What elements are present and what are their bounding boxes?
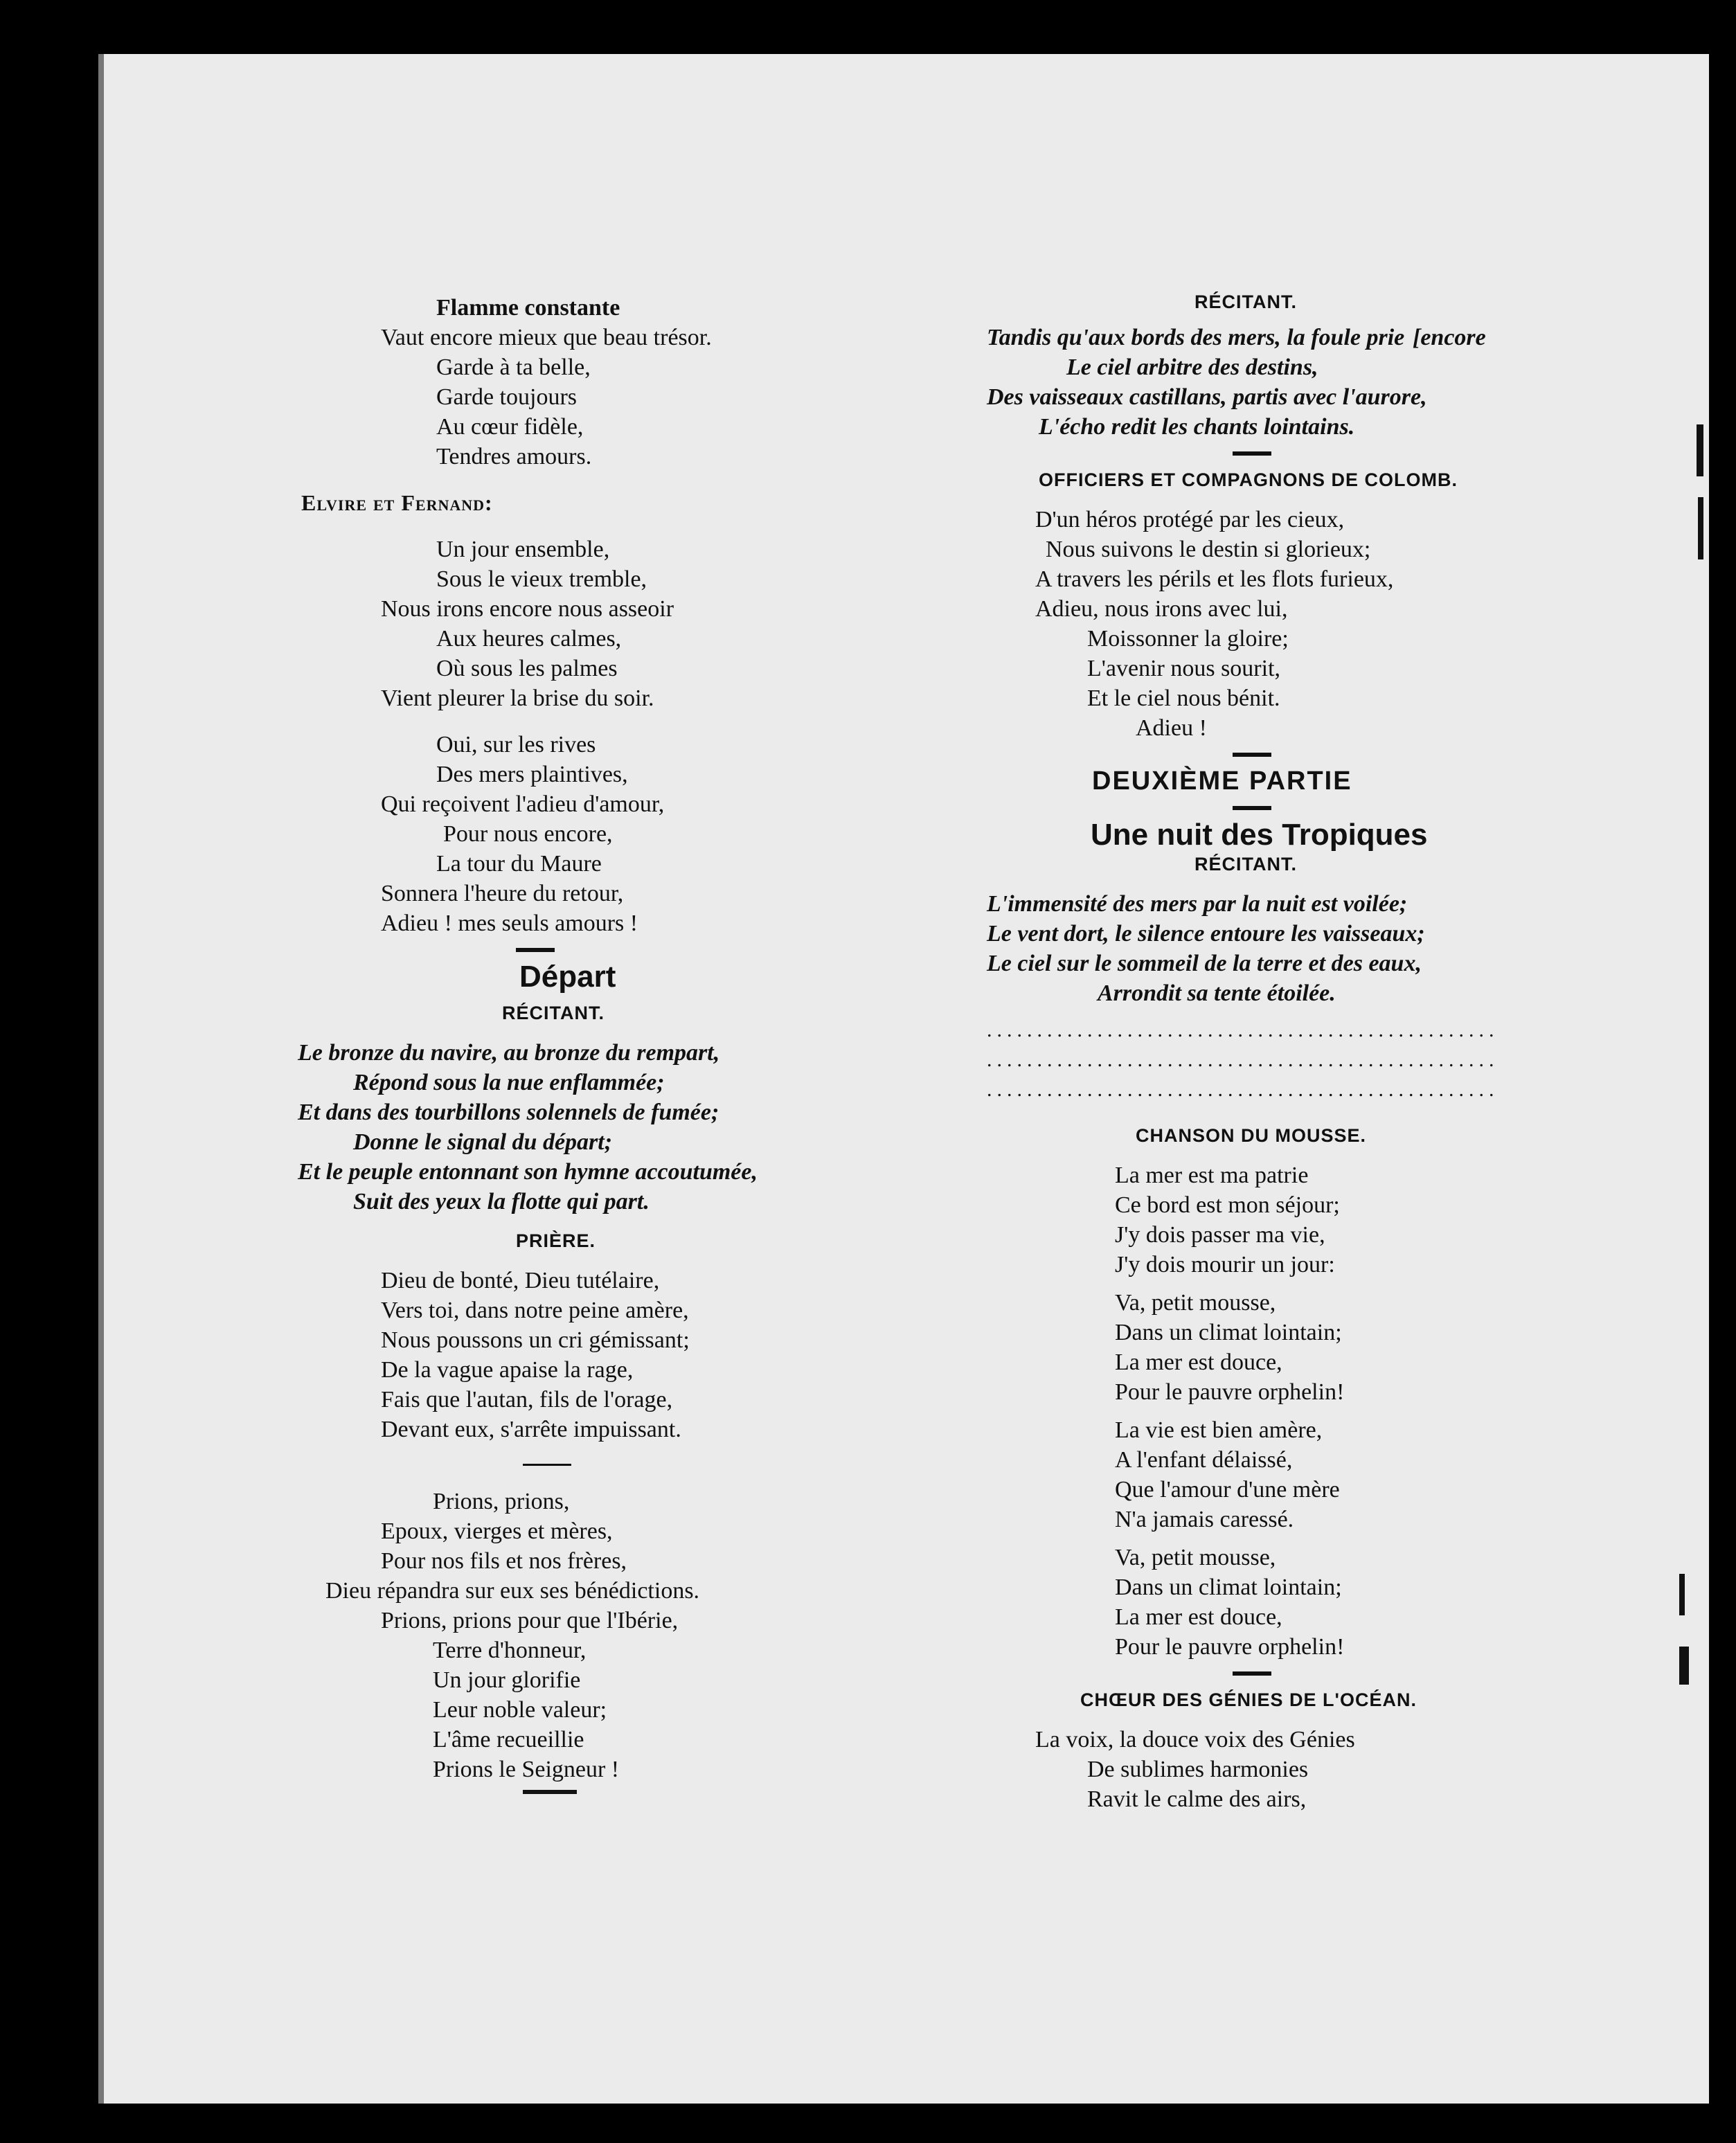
section-rule: [516, 948, 555, 952]
verse-line: Ce bord est mon séjour;: [1115, 1192, 1340, 1218]
verse-line: Sonnera l'heure du retour,: [381, 881, 624, 906]
recitant-heading: RÉCITANT.: [1194, 292, 1297, 312]
scan-mark: [1697, 424, 1703, 476]
verse-line: Nous poussons un cri gémissant;: [381, 1327, 690, 1353]
recitant-heading: RÉCITANT.: [502, 1003, 605, 1023]
stanza-flamme: [381, 293, 1046, 472]
section-title-depart: Départ: [519, 960, 616, 994]
left-column: [298, 293, 1046, 1804]
verse-line: L'âme recueillie: [433, 1727, 584, 1752]
part-title: DEUXIÈME PARTIE: [1092, 766, 1352, 796]
verse-line: Suit des yeux la flotte qui part.: [353, 1189, 650, 1214]
verse-line: Nous irons encore nous asseoir: [381, 596, 674, 622]
stanza-rives: [381, 730, 1046, 938]
recitant-verses: [298, 1038, 1046, 1217]
verse-line: Et dans des tourbillons solennels de fumée;: [298, 1100, 719, 1125]
verse-line: Pour nos fils et nos frères,: [381, 1548, 627, 1574]
priere-verses: [381, 1266, 1046, 1444]
verse-line: La mer est douce,: [1115, 1604, 1282, 1630]
verse-line: Des mers plaintives,: [436, 762, 628, 787]
verse-line: Prions, prions pour que l'Ibérie,: [381, 1608, 679, 1633]
verse-line: Prions, prions,: [433, 1489, 570, 1514]
ellipsis-line: ...................................................: [987, 1019, 1499, 1041]
verse-line: Nous suivons le destin si glorieux;: [1046, 537, 1371, 562]
verse-line: Tandis qu'aux bords des mers, la foule prie: [987, 325, 1405, 350]
verse-line: A l'enfant délaissé,: [1115, 1447, 1293, 1473]
scanned-page: [98, 54, 1709, 2104]
verse-line: Au cœur fidèle,: [436, 414, 584, 440]
verse-line: Adieu, nous irons avec lui,: [1035, 596, 1288, 622]
verse-line: Le ciel arbitre des destins,: [1066, 355, 1318, 380]
speaker-label: Elvire et Fernand:: [301, 490, 493, 515]
verse-line: Moissonner la gloire;: [1087, 626, 1289, 652]
section-rule: [1233, 451, 1271, 456]
verse-line: La vie est bien amère,: [1115, 1417, 1323, 1443]
section-rule: [1233, 1671, 1271, 1676]
section-rule: [523, 1464, 571, 1466]
section-rule: [1233, 806, 1271, 810]
verse-line: Fais que l'autan, fils de l'orage,: [381, 1387, 673, 1413]
scan-mark: [1698, 497, 1703, 559]
verse-line: Devant eux, s'arrête impuissant.: [381, 1417, 681, 1442]
verse-line: Pour le pauvre orphelin!: [1115, 1379, 1345, 1405]
verse-line: Garde à ta belle,: [436, 355, 591, 380]
section-title-tropiques: Une nuit des Tropiques: [1091, 818, 1428, 852]
verse-line: D'un héros protégé par les cieux,: [1035, 507, 1345, 532]
verse-line: Vient pleurer la brise du soir.: [381, 685, 654, 711]
verse-line: Leur noble valeur;: [433, 1697, 607, 1723]
scan-mark: [1679, 1574, 1685, 1615]
verse-line: De sublimes harmonies: [1087, 1757, 1309, 1782]
verse-line: Et le ciel nous bénit.: [1087, 685, 1280, 711]
verse-line: Dieu de bonté, Dieu tutélaire,: [381, 1268, 660, 1293]
verse-line: Un jour glorifie: [433, 1667, 581, 1693]
verse-line: Epoux, vierges et mères,: [381, 1518, 613, 1544]
verse-line: Dans un climat lointain;: [1115, 1575, 1342, 1600]
verse-line: Adieu ! mes seuls amours !: [381, 911, 638, 936]
verse-line: La mer est ma patrie: [1115, 1163, 1309, 1188]
verse-line: Terre d'honneur,: [433, 1638, 587, 1663]
verse-line: N'a jamais caressé.: [1115, 1507, 1294, 1532]
chanson-stanza-2: [987, 1288, 1652, 1407]
chanson-stanza-3: [987, 1415, 1652, 1534]
verse-line: Va, petit mousse,: [1115, 1545, 1276, 1570]
verse-line: Vaut encore mieux que beau trésor.: [381, 325, 712, 350]
verse-line: Le vent dort, le silence entoure les vaisseaux;: [987, 921, 1425, 947]
verse-line: Arrondit sa tente étoilée.: [1098, 980, 1336, 1006]
verse-line: L'avenir nous sourit,: [1087, 656, 1281, 681]
verse-line: Aux heures calmes,: [436, 626, 622, 652]
verse-line: Tendres amours.: [436, 444, 592, 469]
verse-line: Dans un climat lointain;: [1115, 1320, 1342, 1345]
section-rule: [1233, 753, 1271, 757]
scan-mark: [1679, 1647, 1689, 1685]
verse-line: Donne le signal du départ;: [353, 1129, 613, 1155]
verse-line: J'y dois mourir un jour:: [1115, 1252, 1335, 1277]
verse-line: L'écho redit les chants lointains.: [1039, 414, 1355, 440]
verse-line: Oui, sur les rives: [436, 732, 596, 757]
verse-line: La voix, la douce voix des Génies: [1035, 1727, 1355, 1752]
chanson-stanza-1: [987, 1160, 1652, 1280]
verse-line: Le ciel sur le sommeil de la terre et des eaux,: [987, 951, 1422, 976]
choeur-verses: [987, 1725, 1652, 1814]
verse-line: J'y dois passer ma vie,: [1115, 1222, 1325, 1248]
verse-line: Et le peuple entonnant son hymne accoutumée,: [298, 1159, 758, 1185]
recitant-verses: [987, 323, 1652, 442]
chanson-stanza-4: [987, 1543, 1652, 1662]
officiers-verses: [987, 505, 1652, 743]
verse-line: Que l'amour d'une mère: [1115, 1477, 1340, 1503]
verse-line: Pour nous encore,: [443, 821, 613, 847]
verse-line: La mer est douce,: [1115, 1350, 1282, 1375]
verse-line: Qui reçoivent l'adieu d'amour,: [381, 791, 665, 817]
ellipsis-line: ...................................................: [987, 1078, 1499, 1101]
verse-line: Flamme constante: [436, 295, 620, 321]
verse-line: Ravit le calme des airs,: [1087, 1786, 1307, 1812]
verse-line: Le bronze du navire, au bronze du rempart,: [298, 1040, 720, 1066]
verse-line: Des vaisseaux castillans, partis avec l'aurore,: [987, 384, 1427, 410]
ellipsis-line: ...................................................: [987, 1048, 1499, 1071]
verse-line: Un jour ensemble,: [436, 537, 610, 562]
verse-line: Prions le Seigneur !: [433, 1757, 620, 1782]
choeur-heading: CHŒUR DES GÉNIES DE L'OCÉAN.: [1080, 1689, 1417, 1710]
stanza-ensemble: [381, 535, 1046, 713]
verse-line: Pour le pauvre orphelin!: [1115, 1634, 1345, 1660]
verse-line-continuation: [encore: [1413, 325, 1486, 350]
verse-line: Va, petit mousse,: [1115, 1290, 1276, 1316]
officiers-heading: OFFICIERS ET COMPAGNONS DE COLOMB.: [1039, 469, 1458, 490]
verse-line: Où sous les palmes: [436, 656, 618, 681]
verse-line: De la vague apaise la rage,: [381, 1357, 634, 1383]
verse-line: Répond sous la nue enflammée;: [353, 1070, 665, 1095]
verse-line: Dieu répandra sur eux ses bénédictions.: [325, 1578, 700, 1604]
verse-line: Adieu !: [1136, 715, 1207, 741]
right-column: [987, 293, 1652, 1814]
prions-verses: [325, 1487, 1046, 1784]
recitant-heading: RÉCITANT.: [1194, 854, 1297, 875]
verse-line: A travers les périls et les flots furieux,: [1035, 566, 1394, 592]
section-rule: [523, 1790, 577, 1794]
verse-line: Sous le vieux tremble,: [436, 566, 647, 592]
verse-line: La tour du Maure: [436, 851, 602, 877]
verse-line: Garde toujours: [436, 384, 578, 410]
chanson-heading: CHANSON DU MOUSSE.: [1136, 1125, 1367, 1146]
verse-line: L'immensité des mers par la nuit est voilée;: [987, 891, 1408, 917]
priere-heading: PRIÈRE.: [516, 1230, 596, 1251]
recitant2-verses: [987, 889, 1652, 1008]
verse-line: Vers toi, dans notre peine amère,: [381, 1298, 689, 1323]
